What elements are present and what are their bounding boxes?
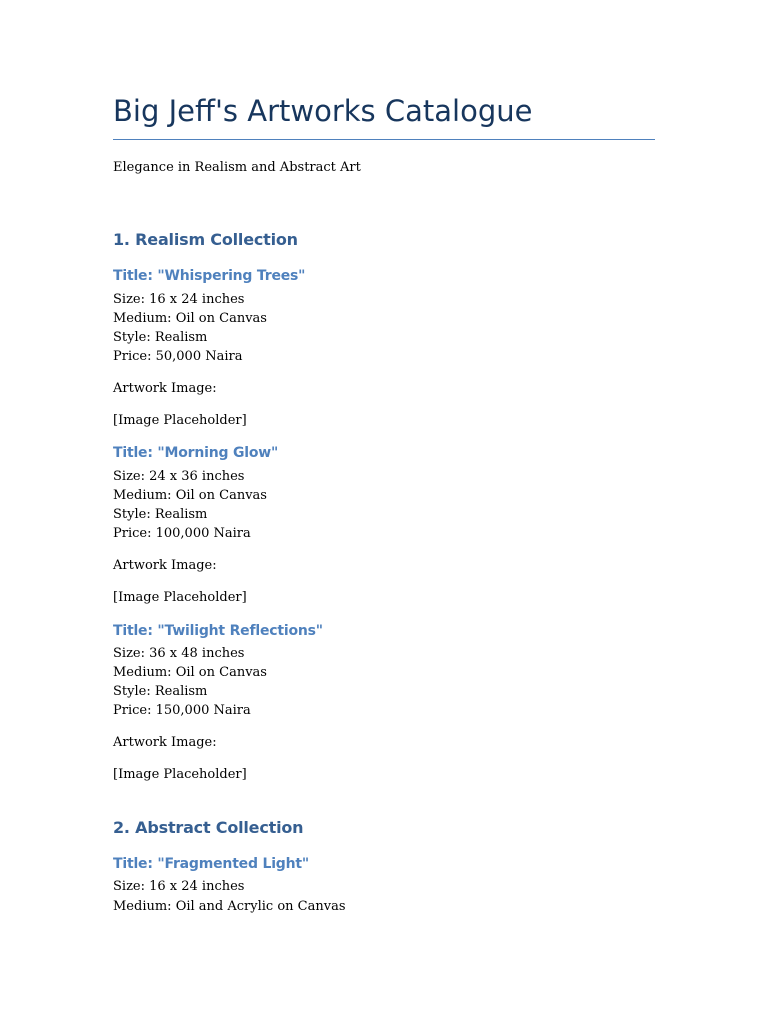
artwork-image-placeholder: [Image Placeholder] <box>113 413 247 428</box>
artwork-title: Title: "Twilight Reflections" <box>113 623 323 639</box>
document-title: Big Jeff's Artworks Catalogue <box>113 94 533 128</box>
artwork-price: Price: 100,000 Naira <box>113 526 251 541</box>
artwork-size: Size: 36 x 48 inches <box>113 646 245 661</box>
artwork-image-label: Artwork Image: <box>113 381 217 396</box>
artwork-price: Price: 150,000 Naira <box>113 703 251 718</box>
artwork-image-label: Artwork Image: <box>113 735 217 750</box>
artwork-medium: Medium: Oil on Canvas <box>113 665 267 680</box>
artwork-title: Title: "Fragmented Light" <box>113 856 309 872</box>
section-heading-abstract: 2. Abstract Collection <box>113 818 304 837</box>
artwork-image-placeholder: [Image Placeholder] <box>113 767 247 782</box>
section-heading-realism: 1. Realism Collection <box>113 230 298 249</box>
artwork-title: Title: "Morning Glow" <box>113 445 279 461</box>
artwork-style: Style: Realism <box>113 330 208 345</box>
artwork-medium: Medium: Oil and Acrylic on Canvas <box>113 899 346 914</box>
artwork-size: Size: 16 x 24 inches <box>113 879 245 894</box>
artwork-style: Style: Realism <box>113 684 208 699</box>
artwork-image-placeholder: [Image Placeholder] <box>113 590 247 605</box>
artwork-medium: Medium: Oil on Canvas <box>113 488 267 503</box>
artwork-price: Price: 50,000 Naira <box>113 349 243 364</box>
artwork-image-label: Artwork Image: <box>113 558 217 573</box>
artwork-medium: Medium: Oil on Canvas <box>113 311 267 326</box>
artwork-size: Size: 24 x 36 inches <box>113 469 245 484</box>
title-divider <box>113 139 655 140</box>
artwork-size: Size: 16 x 24 inches <box>113 292 245 307</box>
document-subtitle: Elegance in Realism and Abstract Art <box>113 160 361 175</box>
artwork-style: Style: Realism <box>113 507 208 522</box>
artwork-title: Title: "Whispering Trees" <box>113 268 306 284</box>
